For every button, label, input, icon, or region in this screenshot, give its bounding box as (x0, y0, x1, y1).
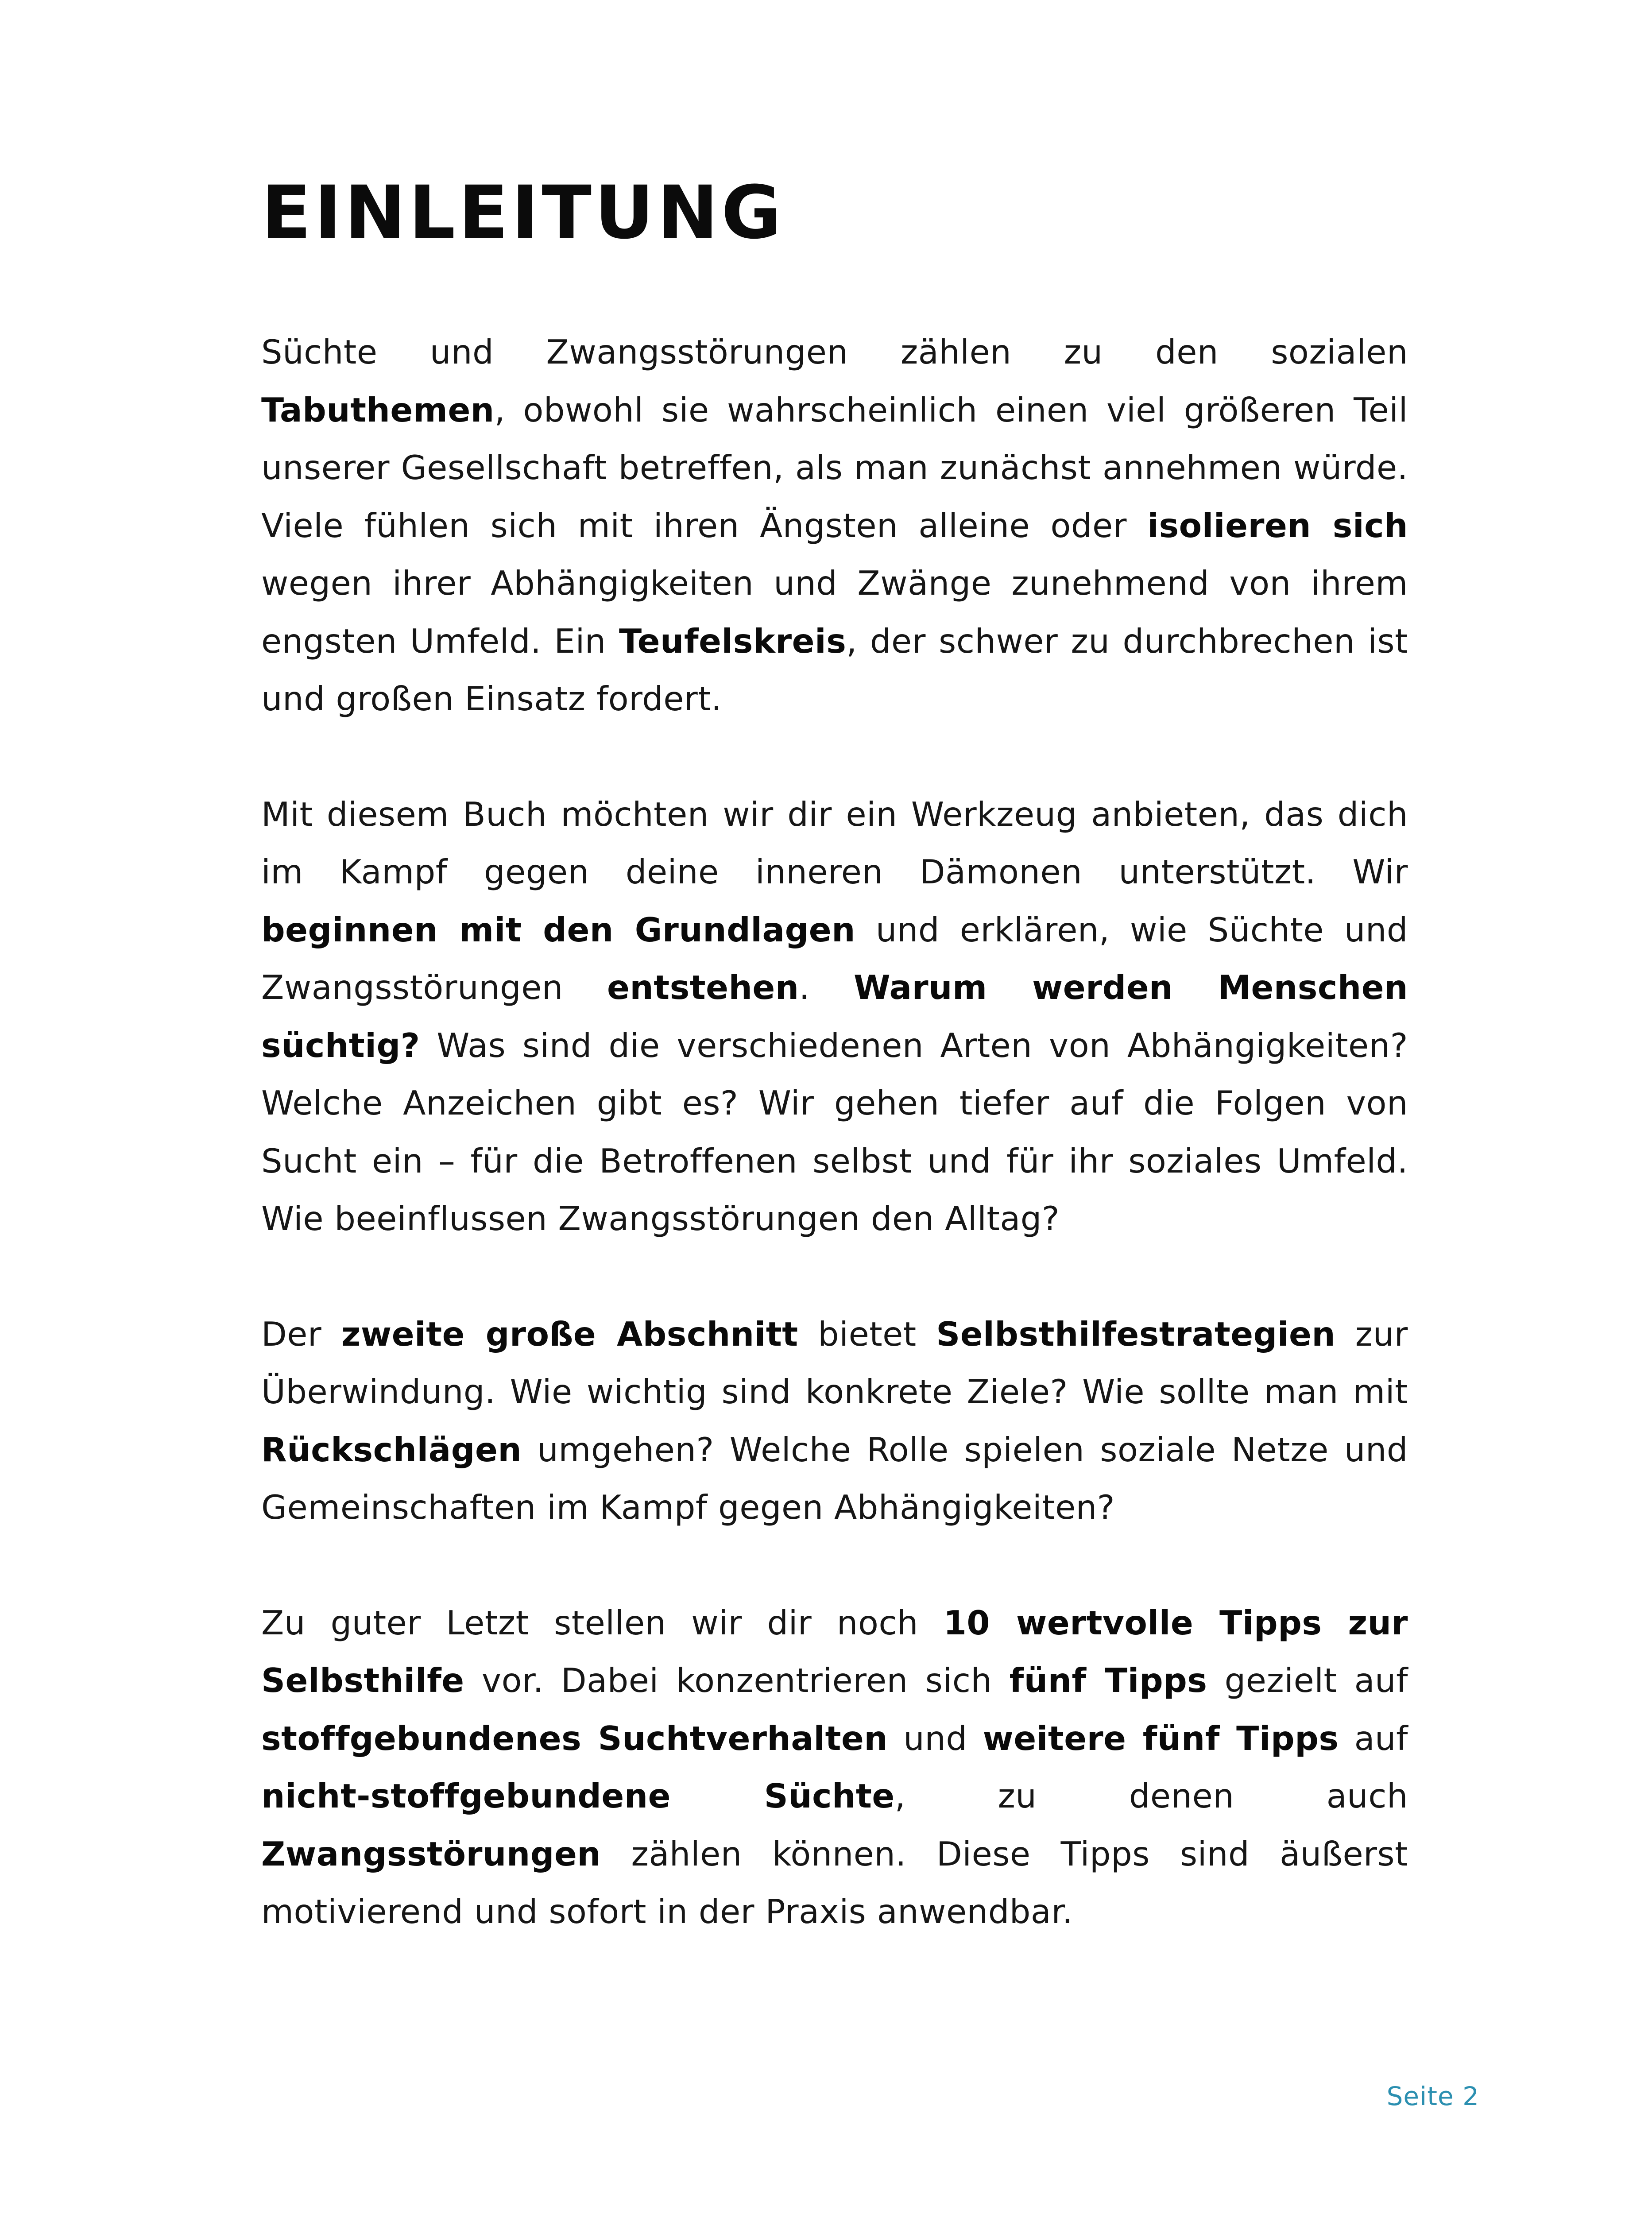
emphasized-text: stoffgebundenes Suchtverhalten (261, 1719, 888, 1758)
body-text: , obwohl sie wahrscheinlich einen viel größeren Teil unserer Gesellschaft betreffen, als man zunächst annehmen würde. Viele fühlen sich mit ihren Ängsten alleine oder (261, 390, 1408, 545)
body-text: Mit diesem Buch möchten wir dir ein Werkzeug anbieten, das dich im Kampf gegen deine inneren Dämonen unterstützt. Wir (261, 794, 1408, 891)
body-text: vor. Dabei konzentrieren sich (464, 1661, 1010, 1700)
page-content (261, 164, 1408, 1941)
emphasized-text: Rückschlägen (261, 1430, 522, 1469)
emphasized-text: Selbsthilfestrategien (936, 1314, 1336, 1354)
emphasized-text: zweite große Abschnitt (341, 1314, 798, 1354)
body-text: wegen ihrer Abhängigkeiten und Zwänge zunehmend von ihrem engsten Umfeld. Ein (261, 564, 1408, 661)
emphasized-text: Zwangsstörungen (261, 1834, 601, 1873)
paragraph-3 (261, 1305, 1408, 1537)
emphasized-text: Teufelskreis (619, 621, 847, 661)
body-text: . (799, 968, 854, 1007)
emphasized-text: isolieren sich (1147, 506, 1408, 545)
page-title: EINLEITUNG (261, 170, 785, 255)
body-text: Süchte und Zwangsstörungen zählen zu den sozialen (261, 333, 1408, 372)
body-text: zur Überwindung. Wie wichtig sind konkrete Ziele? Wie sollte man mit (261, 1314, 1408, 1411)
paragraph-2 (261, 786, 1408, 1248)
body-text: zählen können. Diese Tipps sind äußerst motivierend und sofort in der Praxis anwendbar. (261, 1834, 1408, 1931)
body-text: und (888, 1719, 983, 1758)
emphasized-text: entstehen (607, 968, 799, 1007)
body-text: Was sind die verschiedenen Arten von Abhängigkeiten? Welche Anzeichen gibt es? Wir gehen tiefer auf die Folgen von Sucht ein – für die Betroffenen selbst und für ihr soziales Umfeld. Wie beeinflussen Zwangsstörungen den Alltag? (261, 1026, 1408, 1238)
paragraph-1 (261, 323, 1408, 728)
emphasized-text: Tabuthemen (261, 390, 495, 430)
body-text: , der schwer zu durchbrechen ist und großen Einsatz fordert. (261, 621, 1408, 718)
body-text: , zu denen auch (894, 1777, 1408, 1815)
emphasized-text: 10 wertvolle Tipps zur Selbsthilfe (261, 1603, 1408, 1700)
body-text: umgehen? Welche Rolle spielen soziale Netze und Gemeinschaften im Kampf gegen Abhängigkeiten? (261, 1430, 1408, 1527)
paragraph-4 (261, 1594, 1408, 1941)
emphasized-text: weitere fünf Tipps (983, 1719, 1339, 1758)
emphasized-text: fünf Tipps (1009, 1661, 1207, 1700)
page-number: Seite 2 (1386, 2081, 1479, 2111)
body-text: gezielt auf (1207, 1661, 1408, 1700)
emphasized-text: Warum werden Menschen süchtig? (261, 968, 1408, 1065)
body-text: bietet (798, 1314, 936, 1354)
body-text: Zu guter Letzt stellen wir dir noch (261, 1603, 944, 1642)
body-text: und erklären, wie Süchte und Zwangsstörungen (261, 910, 1408, 1007)
body-text: Der (261, 1314, 341, 1354)
emphasized-text: nicht-stoffgebundene Süchte (261, 1777, 895, 1815)
body-text: auf (1339, 1719, 1408, 1758)
emphasized-text: beginnen mit den Grundlagen (261, 910, 856, 949)
